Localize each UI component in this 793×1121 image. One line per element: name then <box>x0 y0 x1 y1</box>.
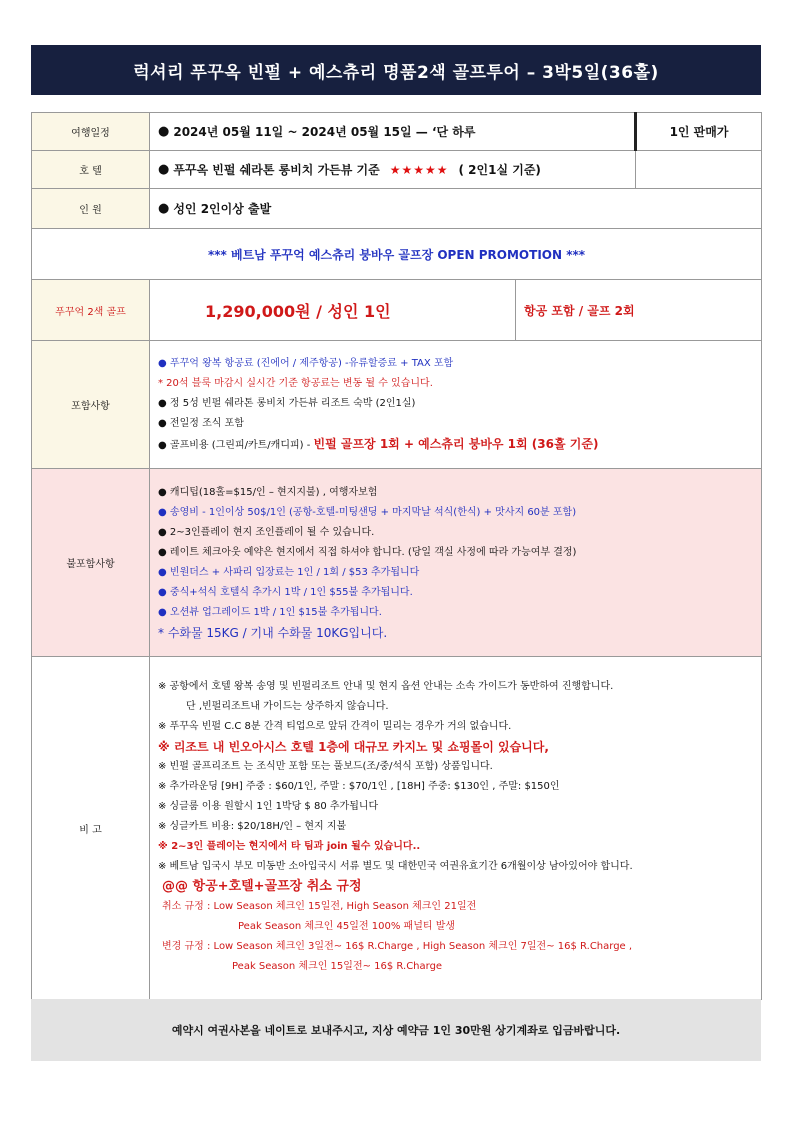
note-item: ※ 빈펄 골프리조트 는 조식만 포함 또는 풀보드(조/중/석식 포함) 상품입니다. <box>158 761 493 772</box>
cancel-policy-line: Peak Season 체크인 45일전 100% 패널티 발생 <box>238 921 456 932</box>
star-rating-icon: ★★★★★ <box>389 162 449 177</box>
excluded-item: * 수화물 15KG / 기내 수화물 10KG입니다. <box>158 625 388 640</box>
schedule-row <box>32 113 762 151</box>
people-row <box>32 189 762 229</box>
excluded-row <box>32 469 762 657</box>
included-label: 포함사항 <box>32 341 150 469</box>
note-item: ※ 싱글룸 이용 원할시 1인 1박당 $ 80 추가됩니다 <box>158 801 379 812</box>
hotel-name: 푸꾸옥 빈펄 쉐라톤 롱비치 가든뷰 기준 <box>173 163 380 177</box>
tour-info-table <box>31 112 762 1000</box>
note-item: ※ 싱글카트 비용: $20/18H/인 – 현지 지불 <box>158 821 347 832</box>
price-amount: 1,290,000원 / 성인 1인 <box>150 280 516 341</box>
promo-row <box>32 229 762 280</box>
included-row <box>32 341 762 469</box>
footer-notice: 예약시 여권사본을 네이트로 보내주시고, 지상 예약금 1인 30만원 상기계좌로 입금바랍니다. <box>31 999 761 1061</box>
included-item: ● 전일정 조식 포함 <box>158 417 244 429</box>
note-item: ※ 리조트 내 빈오아시스 호텔 1층에 대규모 카지노 및 쇼핑몰이 있습니다, <box>158 740 549 754</box>
price-row <box>32 280 762 341</box>
excluded-item: ● 오션뷰 업그레이드 1박 / 1인 $15불 추가됩니다. <box>158 606 382 618</box>
people-text: 성인 2인이상 출발 <box>173 202 272 216</box>
excluded-item: ● 2~3인플레이 현지 조인플레이 될 수 있습니다. <box>158 526 375 538</box>
people-label: 인 원 <box>32 189 150 229</box>
included-golf-highlight: 빈펄 골프장 1회 + 예스츄리 붕바우 1회 (36홀 기준) <box>313 436 599 451</box>
hotel-row <box>32 151 762 189</box>
bullet-icon: ● <box>158 124 170 139</box>
excluded-item: ● 레이트 체크아웃 예약은 현지에서 직접 하셔야 합니다. (당일 객실 사정에 따라 가능여부 결정) <box>158 546 577 558</box>
note-item: ※ 2~3인 플레이는 현지에서 타 팀과 join 될수 있습니다.. <box>158 841 421 852</box>
excluded-item: ● 캐디팁(18홀=$15/인 – 현지지불) , 여행자보험 <box>158 486 378 498</box>
hotel-room-basis: ( 2인1실 기준) <box>458 163 541 177</box>
note-item: ※ 공항에서 호텔 왕복 송영 및 빈펄리조트 안내 및 현지 옵션 안내는 소속 가이드가 동반하여 진행합니다. <box>158 681 614 692</box>
excluded-item: ● 빈원더스 + 사파리 입장료는 1인 / 1회 / $53 추가됩니다 <box>158 566 420 578</box>
note-item: ※ 푸꾸옥 빈펄 C.C 8분 간격 티업으로 앞뒤 간격이 밀리는 경우가 거의 없습니다. <box>158 721 512 732</box>
page-title: 럭셔리 푸꾸옥 빈펄 + 예스츄리 명품2색 골프투어 – 3박5일(36홀) <box>31 45 761 95</box>
notes-label: 비 고 <box>32 657 150 1000</box>
price-label: 푸꾸억 2색 골프 <box>32 280 150 341</box>
schedule-dates: 2024년 05월 11일 ~ 2024년 05월 15일 — ‘단 하루 <box>173 125 476 139</box>
change-policy-line: 변경 규정 : Low Season 체크인 3일전~ 16$ R.Charge , High Season 체크인 7일전~ 16$ R.Charge , <box>162 941 633 952</box>
included-item: ● 정 5성 빈펄 쉐라톤 롱비치 가든뷰 리조트 숙박 (2인1실) <box>158 397 416 409</box>
price-includes: 항공 포함 / 골프 2회 <box>516 280 762 341</box>
hotel-value <box>150 151 636 189</box>
bullet-icon: ● <box>158 162 170 177</box>
notes-list <box>150 657 762 1000</box>
people-value <box>150 189 762 229</box>
included-item-prefix: ● 골프비용 (그린피/카트/캐디피) - <box>158 439 314 451</box>
promo-banner: *** 베트남 푸꾸억 예스츄리 붕바우 골프장 OPEN PROMOTION *** <box>32 229 762 280</box>
cancel-policy-line: 취소 규정 : Low Season 체크인 15일전, High Season 체크인 21일전 <box>162 901 477 912</box>
cancel-policy-heading: @@ 항공+호텔+골프장 취소 규정 <box>162 879 362 894</box>
excluded-list <box>150 469 762 657</box>
note-item: 단 ,빈펄리조트내 가이드는 상주하지 않습니다. <box>186 701 389 712</box>
bullet-icon: ● <box>158 201 170 216</box>
notes-row <box>32 657 762 1000</box>
change-policy-line: Peak Season 체크인 15일전~ 16$ R.Charge <box>232 961 443 972</box>
note-item: ※ 베트남 입국시 부모 미동반 소아입국시 서류 별도 및 대한민국 여권유효기간 6개월이상 남아있어야 합니다. <box>158 861 633 872</box>
included-item: ● 푸꾸억 왕복 항공료 (진에어 / 제주항공) -유류할증료 + TAX 포함 <box>158 357 454 369</box>
included-item <box>158 434 753 456</box>
included-item: * 20석 블룩 마감시 실시간 기준 항공료는 변동 될 수 있습니다. <box>158 377 433 389</box>
schedule-label: 여행일정 <box>32 113 150 151</box>
excluded-item: ● 중식+석식 호텔식 추가시 1박 / 1인 $55불 추가됩니다. <box>158 586 413 598</box>
included-list <box>150 341 762 469</box>
schedule-value <box>150 113 636 151</box>
excluded-label: 불포함사항 <box>32 469 150 657</box>
empty-cell <box>636 151 762 189</box>
seller-price-label: 1인 판매가 <box>636 113 762 151</box>
excluded-item: ● 송영비 - 1인이상 50$/1인 (공항-호텔-미팅샌딩 + 마지막날 석식(한식) + 맛사지 60분 포함) <box>158 506 577 518</box>
hotel-label: 호 텔 <box>32 151 150 189</box>
note-item: ※ 추가라운딩 [9H] 주중 : $60/1인, 주말 : $70/1인 , [18H] 주중: $130인 , 주말: $150인 <box>158 781 560 792</box>
